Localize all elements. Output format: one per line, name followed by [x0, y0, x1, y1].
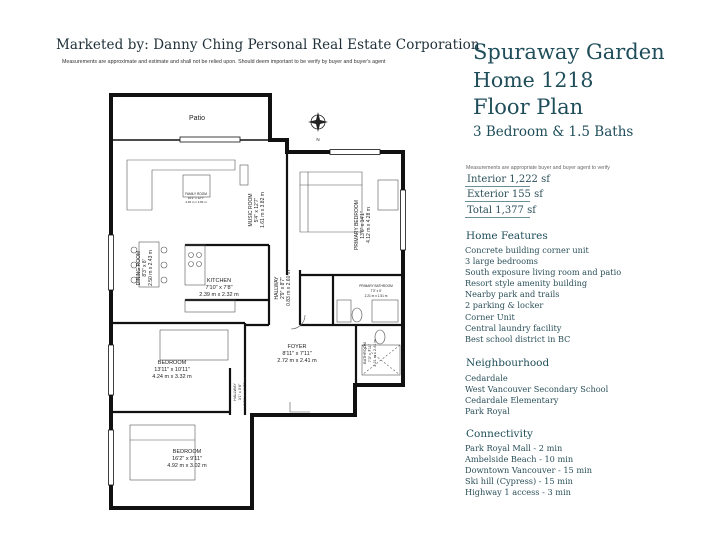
floor-plan-heading: Floor Plan — [473, 95, 584, 119]
room-metric-hallway-2: 0.94 m x 1.72 m — [243, 378, 247, 406]
list-item: Concrete building corner unit — [465, 245, 589, 255]
room-dims-family-room: 16'2" x 12'7" — [187, 196, 205, 200]
room-dims-foyer: 8'11" x 7'11" — [282, 351, 312, 357]
room-label-primary-bedroom: PRIMARY BEDROOM — [354, 200, 360, 250]
list-item: Park Royal — [465, 406, 510, 417]
room-dims-bedroom-1: 13'11" x 10'11" — [154, 367, 190, 373]
measurement-disclaimer: Measurements are approximate and estimate and shall not be relied upon. Should deem important to be verify by buyer and buyer's agent — [62, 59, 386, 65]
room-label-patio: Patio — [189, 115, 205, 122]
room-dims-kitchen: 7'10" x 7'8" — [205, 285, 233, 291]
room-label-hallway: HALLWAY — [274, 276, 280, 300]
listing-title: Spuraway Garden — [473, 40, 665, 64]
room-dims-hallway: 2'9" x 8'7" — [280, 277, 286, 299]
bed-bath-summary: 3 Bedroom & 1.5 Baths — [473, 124, 634, 140]
list-item: Ski hill (Cypress) - 15 min — [465, 476, 573, 487]
compass-icon — [308, 112, 328, 142]
room-label-primary-bathroom: PRIMARY BATHROOM — [359, 284, 393, 288]
room-label-bedroom-2: BEDROOM — [172, 449, 202, 455]
room-label-kitchen: KITCHEN — [206, 278, 232, 284]
room-label-bedroom-1: BEDROOM — [157, 360, 187, 366]
room-label-hallway-2: HALLWAY — [233, 383, 237, 401]
room-metric-bedroom-1: 4.24 m x 3.32 m — [152, 374, 192, 380]
list-item: Corner Unit — [465, 311, 515, 322]
measurement-note: Measurements are appropriate buyer and buyer agent to verify — [466, 165, 610, 171]
home-features-heading: Home Features — [466, 230, 548, 242]
list-item: Nearby park and trails — [465, 289, 560, 300]
total-area: Total 1,377 sf — [467, 205, 536, 216]
list-item: South exposure living room and patio — [465, 267, 622, 278]
list-item: Cedardale — [465, 373, 508, 383]
marketed-by-line: Marketed by: Danny Ching Personal Real Estate Corporation — [56, 37, 480, 53]
room-dims-primary-bedroom: 13'6" x 14'1" — [360, 211, 366, 239]
room-metric-kitchen: 2.39 m x 2.32 m — [199, 292, 239, 298]
room-metric-hallway: 0.83 m x 2.60 m — [286, 270, 292, 306]
room-metric-primary-bathroom: 2.21 m x 1.51 m — [364, 294, 388, 298]
exterior-area: Exterior 155 sf — [467, 189, 543, 200]
list-item: Central laundry facility — [465, 322, 562, 333]
exterior-walls — [111, 95, 403, 508]
room-dims-bathroom: 7'3" x 7'11" — [368, 343, 372, 363]
room-dims-bedroom-2: 16'2" x 9'11" — [172, 456, 202, 462]
list-item: Resort style amenity building — [465, 278, 588, 289]
room-metric-dining-room: 2.50 m x 2.43 m — [148, 250, 154, 286]
room-metric-primary-bedroom: 4.12 m x 4.28 m — [366, 207, 372, 243]
room-metric-foyer: 2.72 m x 2.41 m — [277, 358, 317, 364]
unit-number: Home 1218 — [473, 68, 594, 92]
list-item: West Vancouver Secondary School — [465, 384, 609, 395]
room-metric-bedroom-2: 4.92 m x 3.02 m — [167, 463, 207, 469]
list-item: 3 large bedrooms — [465, 256, 538, 267]
room-label-bathroom: BATHROOM — [363, 342, 367, 364]
list-item: Highway 1 access - 3 min — [465, 487, 571, 498]
room-dims-primary-bathroom: 7'3" x 5' — [370, 289, 382, 293]
room-metric-bathroom: 2.21 m x 2.41 m — [373, 339, 377, 367]
room-label-dining-room: DINING ROOM — [136, 250, 142, 286]
neighbourhood-heading: Neighbourhood — [466, 357, 550, 369]
room-label-music-room: MUSIC ROOM — [248, 193, 254, 227]
compass-north-label: N — [316, 137, 320, 142]
list-item: Park Royal Mall - 2 min — [465, 443, 563, 453]
room-label-foyer: FOYER — [287, 344, 307, 350]
list-item: Ambelside Beach - 10 min — [465, 454, 574, 465]
room-dims-hallway-2: 3'1" x 5'8" — [238, 383, 242, 401]
room-dims-dining-room: 8'3" x 8' — [142, 259, 148, 277]
list-item: Cedardale Elementary — [465, 395, 559, 406]
room-dims-music-room: 5'4" x 12'7" — [254, 197, 260, 223]
list-item: 2 parking & locker — [465, 300, 544, 311]
connectivity-heading: Connectivity — [466, 428, 533, 440]
list-item: Best school district in BC — [465, 333, 571, 344]
room-metric-music-room: 1.61 m x 3.82 m — [260, 192, 266, 228]
room-label-family-room: FAMILY ROOM — [185, 192, 207, 196]
interior-area: Interior 1,222 sf — [467, 174, 550, 185]
room-metric-family-room: 4.93 m x 3.84 m — [185, 200, 207, 204]
list-item: Downtown Vancouver - 15 min — [465, 465, 593, 476]
